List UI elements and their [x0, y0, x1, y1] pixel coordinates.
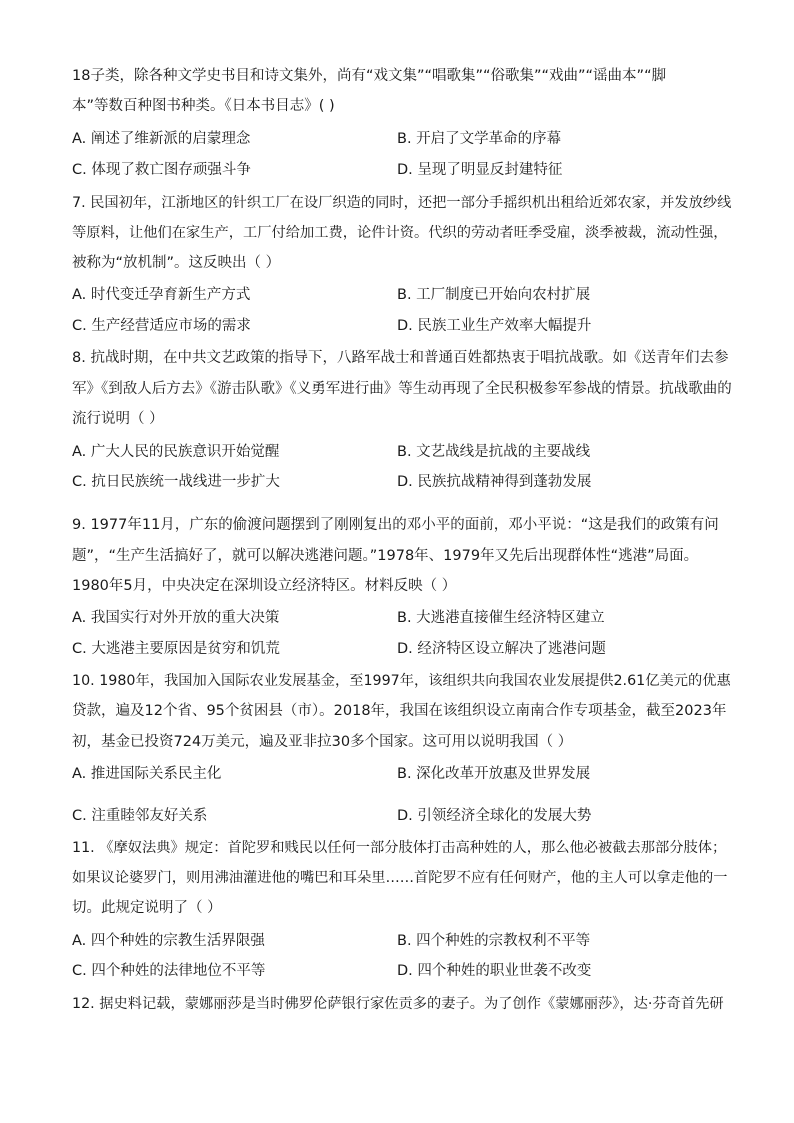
q8-option-d[interactable]: D. 民族抗战精神得到蓬勃发展 [397, 474, 592, 490]
q6-option-d[interactable]: D. 呈现了明显反封建特征 [397, 162, 563, 178]
q10-option-b[interactable]: B. 深化改革开放惠及世界发展 [397, 766, 591, 782]
q7-option-c[interactable]: C. 生产经营适应市场的需求 [72, 318, 251, 334]
q6-option-b[interactable]: B. 开启了文学革命的序幕 [397, 131, 562, 147]
q9-stem-line-1: 9. 1977年11月，广东的偷渡问题摆到了刚刚复出的邓小平的面前，邓小平说：“这是我们的政策有问 [72, 517, 719, 533]
q11-stem-line-2: 如果议论婆罗门，则用沸油灌进他的嘴巴和耳朵里……首陀罗不应有任何财产，他的主人可以拿走他的一 [72, 870, 728, 886]
q6-stem-line-2: 本”等数百种图书种类。《日本书目志》( ) [72, 98, 335, 114]
q7-stem-line-3: 被称为“放机制”。这反映出（ ） [72, 255, 281, 271]
q7-stem-line-1: 7. 民国初年，江浙地区的针织工厂在设厂织造的同时，还把一部分手摇织机出租给近郊农家，并发放纱线 [72, 195, 732, 211]
q10-stem-line-1: 10. 1980年，我国加入国际农业发展基金，至1997年，该组织共向我国农业发展提供2.61亿美元的优惠 [72, 673, 731, 689]
q9-stem-line-2: 题”，“生产生活搞好了，就可以解决逃港问题。”1978年、1979年又先后出现群体性“逃港”局面。 [72, 548, 699, 564]
q7-option-b[interactable]: B. 工厂制度已开始向农村扩展 [397, 287, 591, 303]
q8-option-c[interactable]: C. 抗日民族统一战线进一步扩大 [72, 474, 280, 490]
q6-stem-line-1: 18子类，除各种文学史书目和诗文集外，尚有“戏文集”“唱歌集”“俗歌集”“戏曲”“谣曲本”“脚 [72, 68, 667, 84]
q10-option-a[interactable]: A. 推进国际关系民主化 [72, 766, 222, 782]
q10-stem-line-2: 贷款，遍及12个省、95个贫困县（市）。2018年，我国在该组织设立南南合作专项基金，截至2023年 [72, 703, 727, 719]
q7-stem-line-2: 等原料，让他们在家生产，工厂付给加工费，论件计资。代织的劳动者旺季受雇，淡季被裁，流动性强， [72, 225, 728, 241]
q8-stem-line-3: 流行说明（ ） [72, 411, 164, 427]
q6-option-a[interactable]: A. 阐述了维新派的启蒙理念 [72, 131, 251, 147]
q11-stem-line-1: 11. 《摩奴法典》规定：首陀罗和贱民以任何一部分肢体打击高种姓的人，那么他必被截去那部分肢体； [72, 840, 727, 856]
q8-option-a[interactable]: A. 广大人民的民族意识开始觉醒 [72, 444, 280, 460]
q11-option-a[interactable]: A. 四个种姓的宗教生活界限强 [72, 933, 265, 949]
q11-option-b[interactable]: B. 四个种姓的宗教权利不平等 [397, 933, 591, 949]
q8-stem-line-2: 军》《到敌人后方去》《游击队歌》《义勇军进行曲》等生动再现了全民积极参军参战的情景。抗战歌曲的 [72, 381, 732, 397]
q7-option-a[interactable]: A. 时代变迁孕育新生产方式 [72, 287, 251, 303]
q6-option-c[interactable]: C. 体现了救亡图存顽强斗争 [72, 162, 251, 178]
q11-stem-line-3: 切。此规定说明了（ ） [72, 900, 222, 916]
q11-option-c[interactable]: C. 四个种姓的法律地位不平等 [72, 963, 266, 979]
q8-stem-line-1: 8. 抗战时期，在中共文艺政策的指导下，八路军战士和普通百姓都热衷于唱抗战歌。如《送青年们去参 [72, 350, 729, 366]
q9-option-d[interactable]: D. 经济特区设立解决了逃港问题 [397, 641, 606, 657]
q12-stem-line-1: 12. 据史料记载，蒙娜丽莎是当时佛罗伦萨银行家佐贡多的妻子。为了创作《蒙娜丽莎》，达·芬奇首先研 [72, 996, 724, 1012]
q9-option-c[interactable]: C. 大逃港主要原因是贫穷和饥荒 [72, 641, 280, 657]
q10-option-c[interactable]: C. 注重睦邻友好关系 [72, 808, 208, 824]
q11-option-d[interactable]: D. 四个种姓的职业世袭不改变 [397, 963, 592, 979]
q10-stem-line-3: 初，基金已投资724万美元，遍及亚非拉30多个国家。这可用以说明我国（ ） [72, 734, 573, 750]
q8-option-b[interactable]: B. 文艺战线是抗战的主要战线 [397, 444, 591, 460]
q9-option-a[interactable]: A. 我国实行对外开放的重大决策 [72, 610, 280, 626]
q9-option-b[interactable]: B. 大逃港直接催生经济特区建立 [397, 610, 605, 626]
q9-stem-line-3: 1980年5月，中央决定在深圳设立经济特区。材料反映（ ） [72, 578, 457, 594]
q7-option-d[interactable]: D. 民族工业生产效率大幅提升 [397, 318, 592, 334]
q10-option-d[interactable]: D. 引领经济全球化的发展大势 [397, 808, 592, 824]
